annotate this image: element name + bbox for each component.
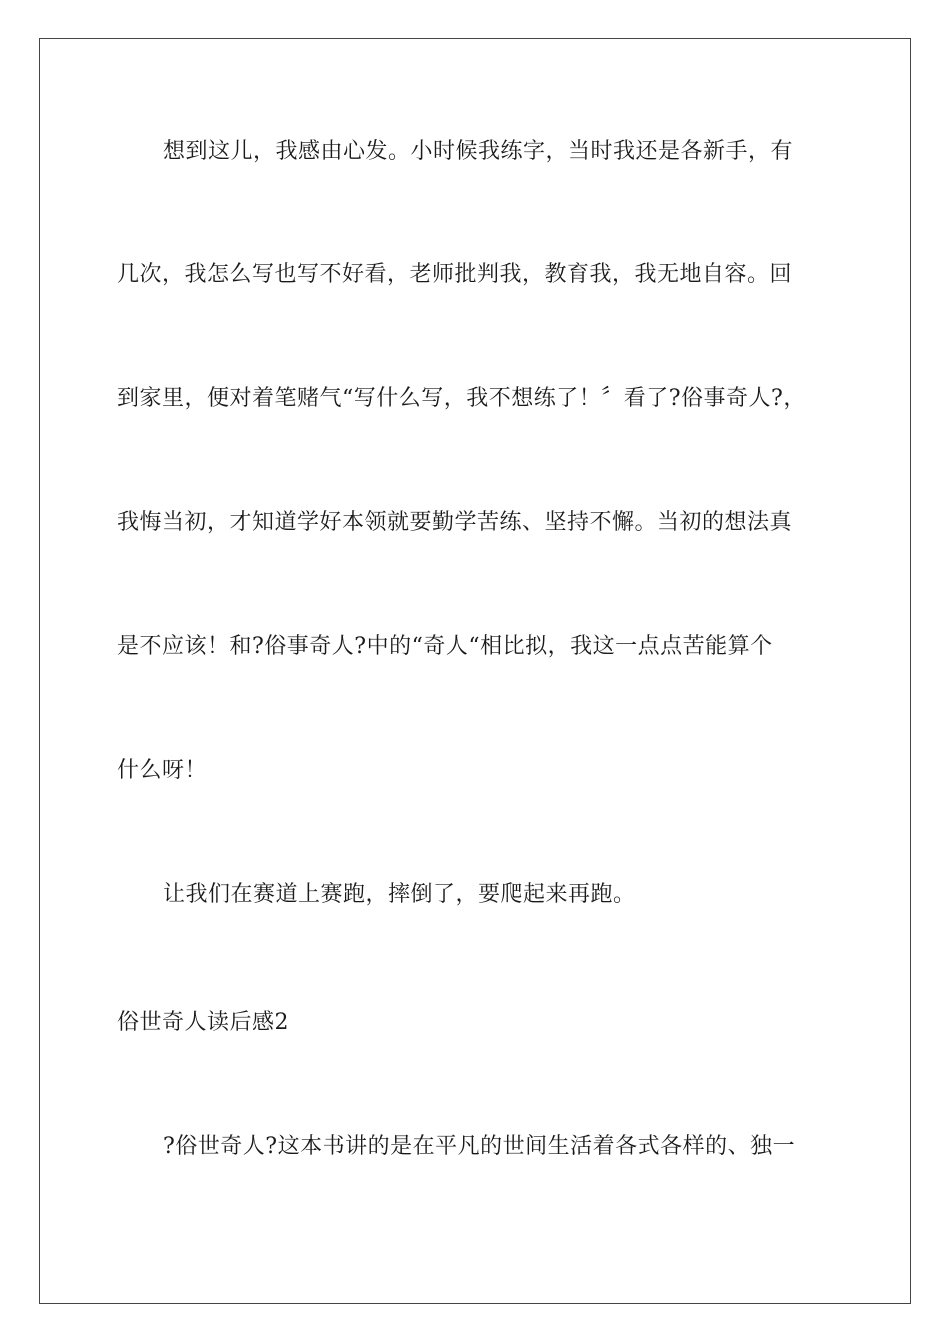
paragraph-line: 是不应该！和?俗事奇人?中的“奇人“相比拟，我这一点点苦能算个 (117, 634, 773, 659)
section-heading: 俗世奇人读后感2 (117, 1010, 289, 1035)
paragraph-line: 什么呀！ (117, 758, 208, 783)
paragraph-line: 到家里，便对着笔赌气“写什么写，我不想练了！〞看了?俗事奇人?， (117, 386, 806, 411)
paragraph-line: 想到这儿，我感由心发。小时候我练字，当时我还是各新手，有 (163, 139, 794, 164)
paragraph-line: 我悔当初，才知道学好本领就要勤学苦练、坚持不懈。当初的想法真 (117, 510, 793, 535)
paragraph-line: 让我们在赛道上赛跑，摔倒了，要爬起来再跑。 (163, 882, 636, 907)
page-frame (39, 38, 911, 1304)
paragraph-line: ?俗世奇人?这本书讲的是在平凡的世间生活着各式各样的、独一 (163, 1134, 796, 1159)
paragraph-line: 几次，我怎么写也写不好看，老师批判我，教育我，我无地自容。回 (117, 262, 793, 287)
